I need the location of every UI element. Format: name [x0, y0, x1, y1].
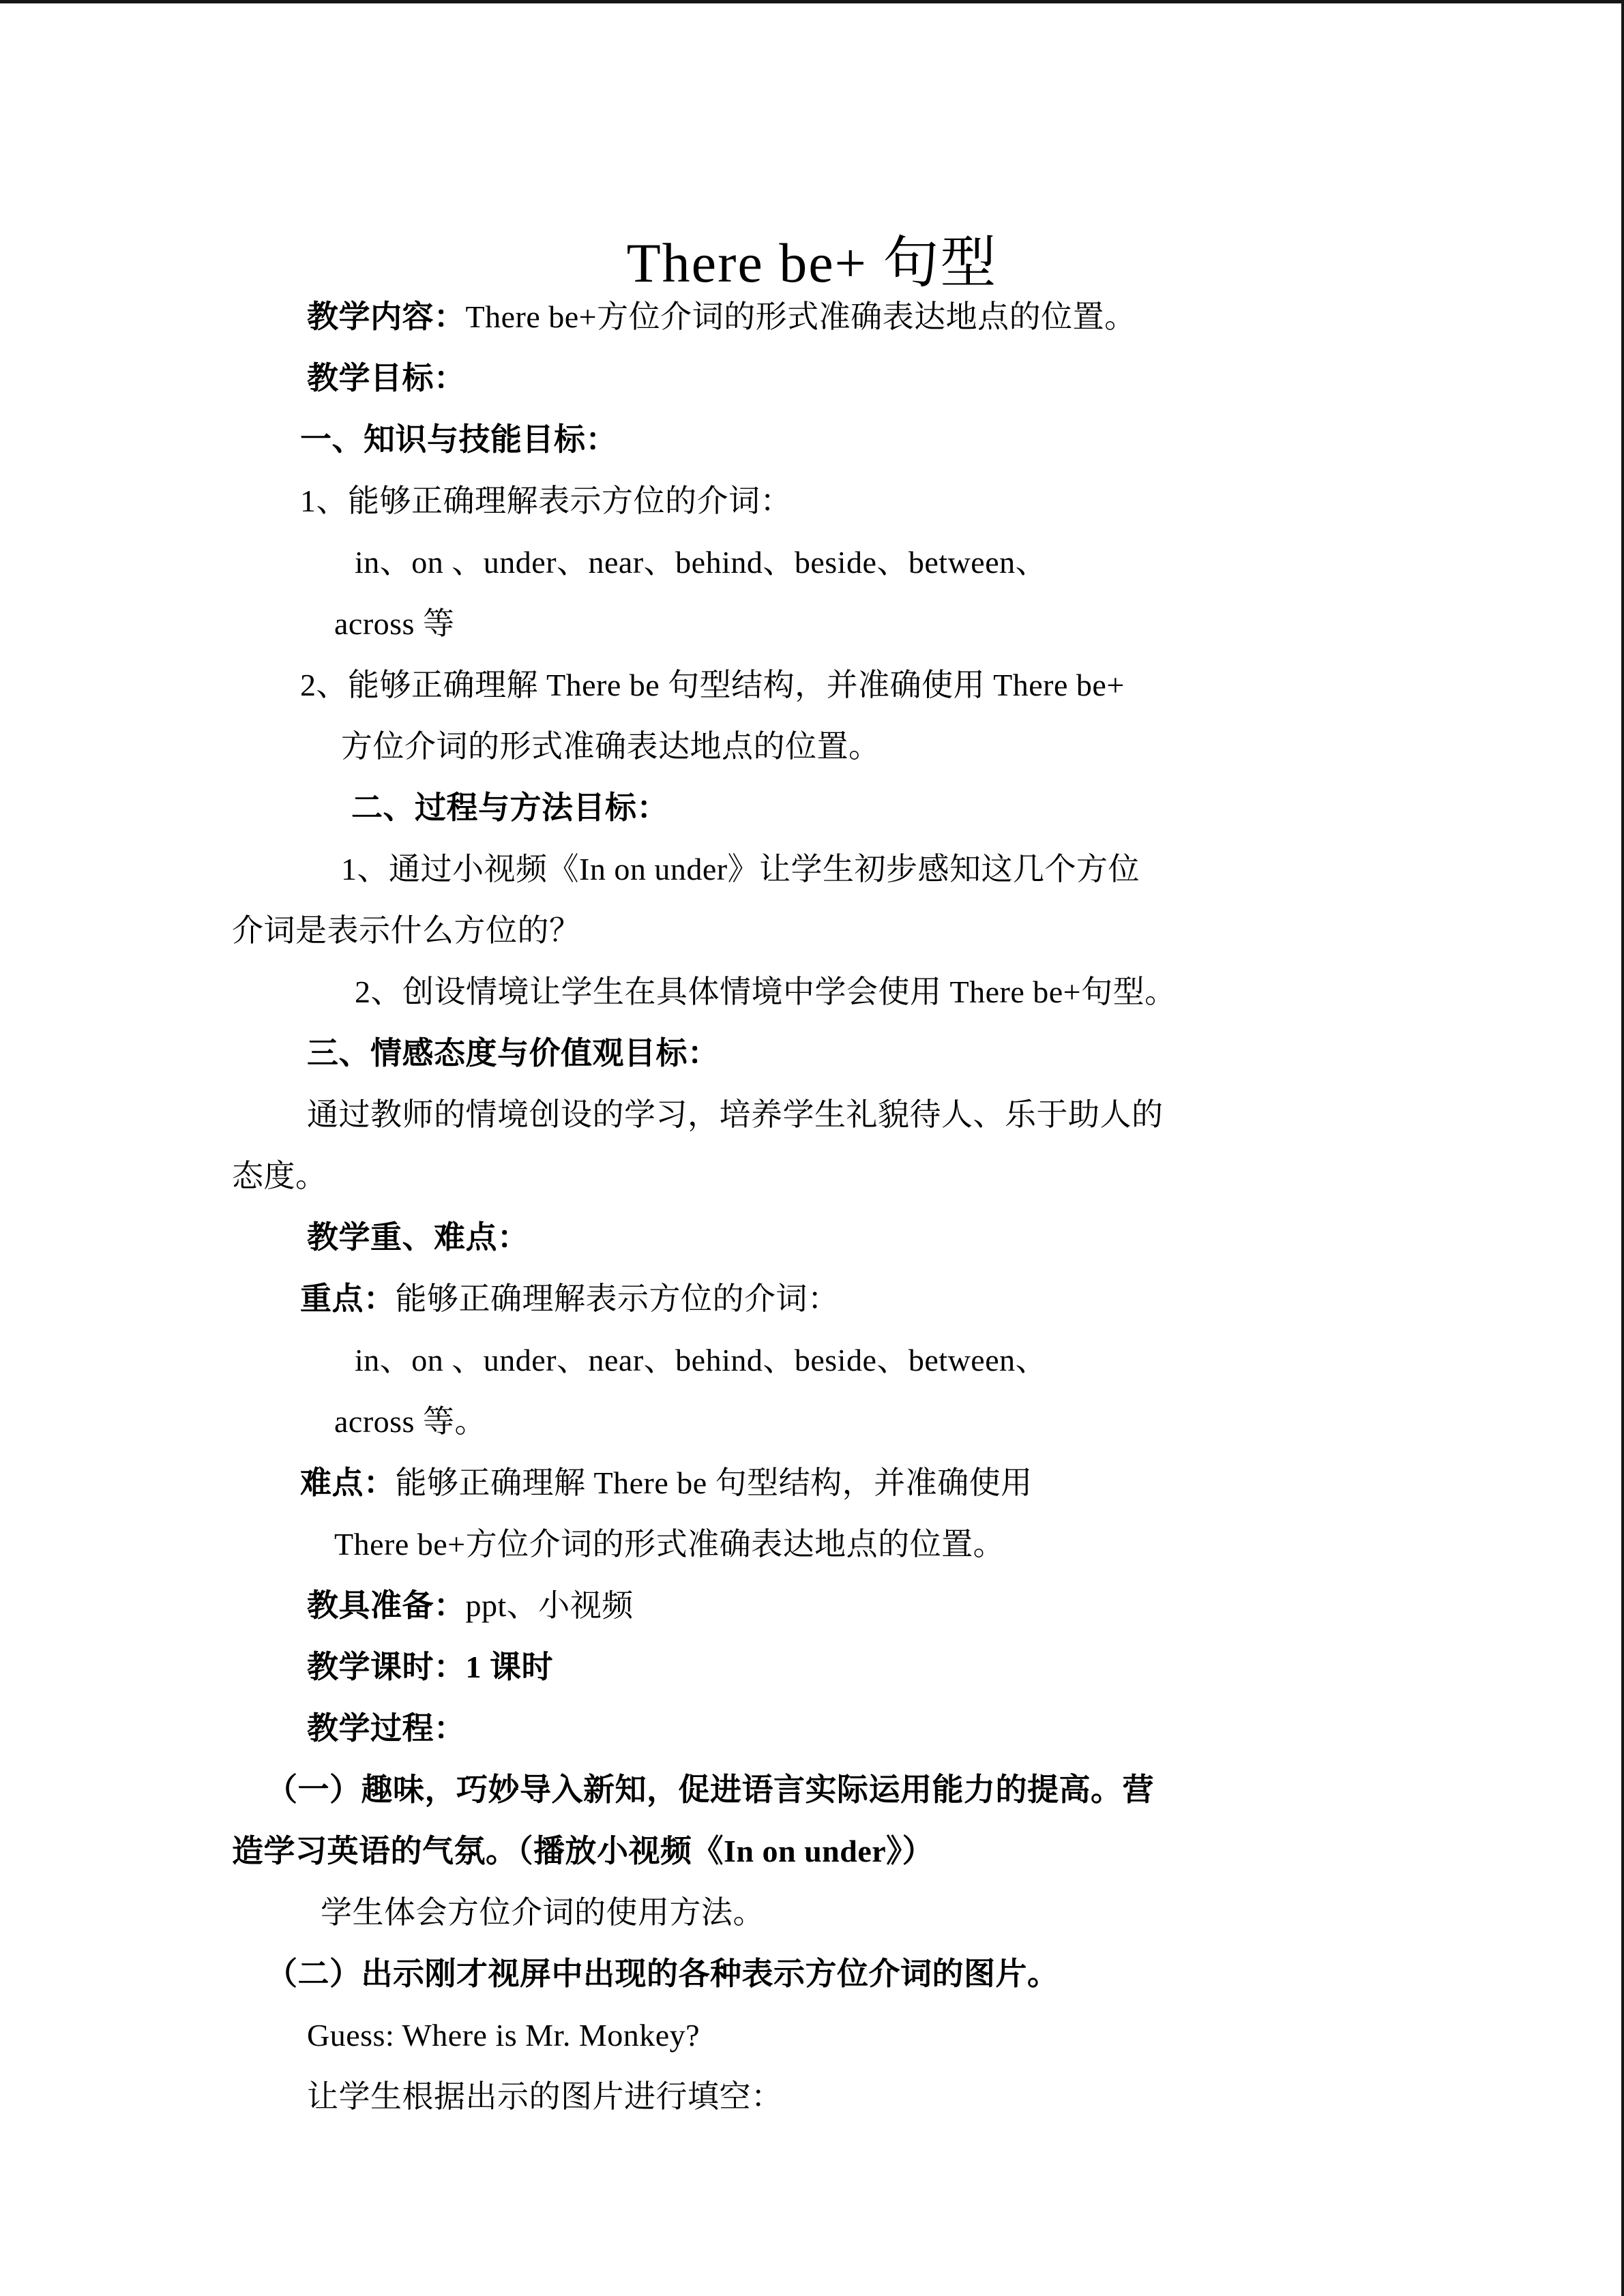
line-label: 教学目标：: [307, 361, 466, 396]
text-line: [232, 1882, 1432, 1943]
text-line: [232, 1084, 1432, 1146]
text-line: [232, 716, 1432, 777]
text-line: [232, 1146, 1432, 1207]
line-text: across 等。: [334, 1404, 486, 1439]
line-text: There be+方位介词的形式准确表达地点的位置。: [334, 1527, 1005, 1562]
text-line: [232, 777, 1432, 839]
text-line: [232, 532, 1432, 593]
line-text: 1、通过小视频《In on under》让学生初步感知这几个方位: [341, 852, 1140, 886]
line-text: 方位介词的形式准确表达地点的位置。: [341, 729, 881, 764]
line-label: 重点：: [300, 1281, 396, 1316]
line-label: 教学课时：1 课时: [307, 1650, 553, 1684]
text-line: [232, 839, 1432, 900]
line-text: 1、能够正确理解表示方位的介词：: [300, 483, 792, 518]
text-line: [232, 1452, 1432, 1514]
text-line: [232, 593, 1432, 655]
text-line: [232, 348, 1432, 409]
line-text: 让学生根据出示的图片进行填空：: [307, 2079, 783, 2114]
line-text: across 等: [334, 606, 455, 641]
text-line: [232, 1268, 1432, 1330]
text-line: [232, 1943, 1432, 2005]
text-line: [232, 961, 1432, 1023]
line-text: 介词是表示什么方位的？: [232, 913, 581, 948]
text-line: [232, 900, 1432, 961]
line-text: 学生体会方位介词的使用方法。: [321, 1895, 765, 1930]
text-line: [232, 1637, 1432, 1698]
line-label: 难点：: [300, 1465, 396, 1500]
text-line: [232, 471, 1432, 532]
line-label: 教具准备：: [307, 1588, 466, 1623]
line-label: 教学重、难点：: [307, 1220, 529, 1255]
line-label: 教学过程：: [307, 1711, 466, 1746]
text-line: [232, 1514, 1432, 1575]
text-line: [232, 1575, 1432, 1637]
line-text: Guess: Where is Mr. Monkey?: [307, 2018, 700, 2053]
line-text: 通过教师的情境创设的学习，培养学生礼貌待人、乐于助人的: [307, 1097, 1164, 1132]
line-label: （二）出示刚才视屏中出现的各种表示方位介词的图片。: [266, 1956, 1059, 1991]
text-line: [232, 655, 1432, 716]
line-text: in、on 、under、near、behind、beside、between、: [355, 1343, 1048, 1377]
page-title: There be+ 句型: [626, 231, 998, 294]
line-text: 2、创设情境让学生在具体情境中学会使用 There be+句型。: [355, 974, 1177, 1009]
line-text: 2、能够正确理解 There be 句型结构，并准确使用 There be+: [300, 668, 1125, 702]
line-label: 二、过程与方法目标：: [351, 790, 668, 825]
text-line: [232, 286, 1432, 348]
text-line: [232, 1207, 1432, 1268]
line-text: 能够正确理解表示方位的介词：: [395, 1281, 840, 1316]
line-label: （一）趣味，巧妙导入新知，促进语言实际运用能力的提高。营: [266, 1772, 1154, 1807]
line-text: ppt、小视频: [465, 1588, 634, 1623]
text-line: [232, 409, 1432, 471]
text-line: [232, 1759, 1432, 1821]
line-label: 教学内容：: [307, 299, 466, 334]
text-line: [232, 1821, 1432, 1882]
line-label: 三、情感态度与价值观目标：: [307, 1036, 720, 1071]
line-text: There be+方位介词的形式准确表达地点的位置。: [465, 299, 1136, 334]
line-label: 造学习英语的气氛。（播放小视频《In on under》）: [232, 1834, 934, 1868]
text-line: [232, 1330, 1432, 1391]
page-top-edge: [0, 0, 1624, 3]
text-line: [232, 1698, 1432, 1759]
page-right-edge: [1621, 0, 1624, 2296]
document-body: [232, 286, 1432, 2128]
text-line: [232, 2066, 1432, 2128]
text-line: [232, 2005, 1432, 2066]
line-text: in、on 、under、near、behind、beside、between、: [355, 545, 1048, 580]
line-text: 能够正确理解 There be 句型结构，并准确使用: [395, 1465, 1033, 1500]
text-line: [232, 1023, 1432, 1084]
line-text: 态度。: [232, 1159, 327, 1193]
text-line: [232, 1391, 1432, 1452]
line-label: 一、知识与技能目标：: [300, 422, 617, 457]
